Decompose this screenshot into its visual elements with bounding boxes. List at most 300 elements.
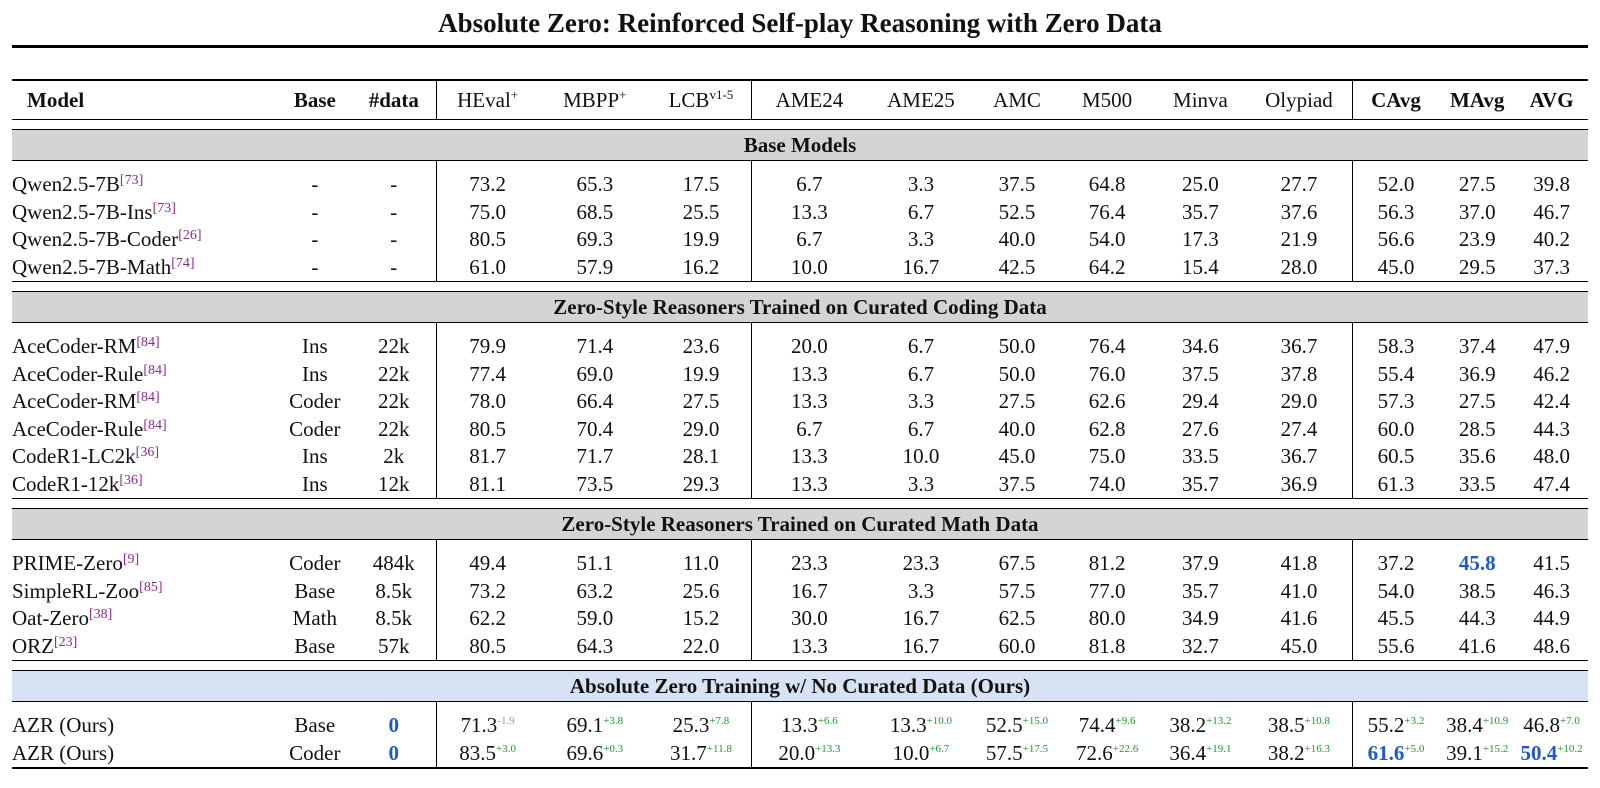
score-value: 29.5 bbox=[1458, 254, 1496, 279]
value-cell bbox=[538, 578, 651, 606]
value-cell bbox=[1155, 578, 1246, 606]
value-cell bbox=[975, 361, 1060, 389]
data-size-value: 22k bbox=[378, 334, 410, 359]
value-cell bbox=[867, 578, 974, 606]
score-value: 45.5 bbox=[1377, 606, 1415, 631]
score-value: 13.3 bbox=[791, 199, 828, 224]
value-cell bbox=[751, 740, 867, 769]
score-value: 13.3 bbox=[781, 713, 818, 738]
value-cell bbox=[975, 171, 1060, 199]
data-size-cell bbox=[352, 333, 437, 361]
score-value: 32.7 bbox=[1182, 633, 1219, 658]
gap-cell bbox=[1059, 161, 1155, 172]
data-size-value: - bbox=[390, 254, 398, 279]
spacer-cell bbox=[12, 661, 1588, 671]
score-value: 81.1 bbox=[469, 471, 506, 496]
data-size-cell bbox=[352, 605, 437, 633]
table-row bbox=[12, 171, 1588, 199]
value-cell bbox=[975, 550, 1060, 578]
gap-cell bbox=[1352, 323, 1439, 334]
score-value: 41.6 bbox=[1280, 606, 1318, 631]
gap-cell bbox=[278, 161, 352, 172]
value-cell bbox=[1059, 333, 1155, 361]
citation-ref: [26] bbox=[178, 228, 202, 244]
gap-cell bbox=[538, 323, 651, 334]
data-size-cell bbox=[352, 416, 437, 444]
score-value: 27.5 bbox=[998, 389, 1036, 414]
gap-cell bbox=[1155, 540, 1246, 551]
model-name: Qwen2.5-7B-Math bbox=[12, 254, 172, 279]
value-cell bbox=[1439, 712, 1515, 740]
table-row bbox=[12, 550, 1588, 578]
value-cell bbox=[1246, 712, 1352, 740]
value-cell bbox=[436, 333, 538, 361]
score-value: 6.7 bbox=[907, 334, 935, 359]
value-cell bbox=[867, 740, 974, 769]
delta-value: +10.0 bbox=[926, 715, 953, 728]
gap-cell bbox=[278, 323, 352, 334]
value-cell bbox=[751, 416, 867, 444]
score-value: 29.4 bbox=[1182, 389, 1219, 414]
citation-ref: [9] bbox=[122, 552, 140, 568]
score-value: 55.2 bbox=[1367, 713, 1405, 738]
model-cell bbox=[12, 605, 278, 633]
value-cell bbox=[538, 712, 651, 740]
model-cell bbox=[12, 443, 278, 471]
score-value: 73.2 bbox=[469, 578, 506, 603]
score-value: 78.0 bbox=[469, 389, 506, 414]
score-value: 61.6 bbox=[1367, 740, 1405, 765]
value-cell bbox=[1439, 740, 1515, 769]
gap-cell bbox=[867, 161, 974, 172]
citation-ref: [38] bbox=[88, 607, 113, 623]
score-value: 60.0 bbox=[998, 633, 1036, 658]
value-cell bbox=[538, 633, 651, 661]
score-value: 25.3 bbox=[672, 713, 710, 738]
score-value: 73.5 bbox=[576, 471, 614, 496]
value-cell bbox=[1439, 443, 1515, 471]
header-row bbox=[12, 80, 1588, 120]
base-cell: - bbox=[311, 227, 319, 252]
value-cell bbox=[1515, 712, 1588, 740]
score-value: 40.2 bbox=[1533, 227, 1570, 252]
delta-value: +7.8 bbox=[709, 715, 730, 728]
value-cell bbox=[975, 254, 1060, 282]
gap-cell bbox=[651, 323, 751, 334]
score-value: 3.3 bbox=[907, 389, 935, 414]
spacer-row bbox=[12, 661, 1588, 671]
citation-ref: [36] bbox=[119, 472, 143, 488]
score-value: 38.4 bbox=[1446, 713, 1483, 738]
value-cell bbox=[436, 740, 538, 769]
col-header-heval: HEval+ bbox=[436, 80, 538, 120]
score-value: 46.7 bbox=[1533, 199, 1570, 224]
delta-value: +3.8 bbox=[603, 715, 624, 728]
score-value: 72.6 bbox=[1075, 740, 1113, 765]
score-value: 25.0 bbox=[1182, 172, 1219, 197]
col-header-ame25: AME25 bbox=[867, 80, 974, 120]
gap-cell bbox=[12, 540, 278, 551]
value-cell bbox=[1059, 550, 1155, 578]
value-cell bbox=[1059, 199, 1155, 227]
col-header-mavg: MAvg bbox=[1439, 80, 1515, 120]
section-header-row bbox=[12, 130, 1588, 161]
gap-cell bbox=[751, 161, 867, 172]
gap-cell bbox=[975, 161, 1060, 172]
score-value: 69.0 bbox=[576, 361, 614, 386]
score-value: 67.5 bbox=[998, 551, 1036, 576]
score-value: 6.7 bbox=[907, 199, 935, 224]
score-value: 37.3 bbox=[1533, 254, 1570, 279]
score-value: 29.3 bbox=[682, 471, 720, 496]
data-size-cell bbox=[352, 254, 437, 282]
delta-value: +10.9 bbox=[1482, 715, 1509, 728]
score-value: 37.5 bbox=[998, 471, 1036, 496]
spacer-row bbox=[12, 120, 1588, 130]
score-value: 37.5 bbox=[1182, 361, 1219, 386]
gap-cell bbox=[352, 323, 437, 334]
score-value: 46.2 bbox=[1533, 361, 1570, 386]
value-cell bbox=[1352, 416, 1439, 444]
data-size-cell bbox=[352, 740, 437, 769]
score-value: 77.0 bbox=[1088, 578, 1126, 603]
value-cell bbox=[975, 199, 1060, 227]
value-cell bbox=[867, 171, 974, 199]
value-cell bbox=[436, 550, 538, 578]
data-size-cell bbox=[352, 226, 437, 254]
model-name: Qwen2.5-7B-Coder bbox=[12, 227, 179, 252]
citation-ref: [84] bbox=[136, 335, 160, 351]
score-value: 52.5 bbox=[985, 713, 1023, 738]
value-cell bbox=[1155, 171, 1246, 199]
score-value: 57.9 bbox=[576, 254, 614, 279]
value-cell bbox=[1059, 740, 1155, 769]
score-value: 27.5 bbox=[682, 389, 720, 414]
value-cell bbox=[1155, 740, 1246, 769]
value-cell bbox=[1246, 388, 1352, 416]
score-value: 48.0 bbox=[1533, 444, 1570, 469]
gap-row bbox=[12, 161, 1588, 172]
value-cell bbox=[651, 226, 751, 254]
col-header-base: Base bbox=[278, 80, 352, 120]
value-cell bbox=[1155, 712, 1246, 740]
score-value: 23.9 bbox=[1458, 227, 1496, 252]
score-value: 40.0 bbox=[998, 227, 1036, 252]
score-value: 39.8 bbox=[1533, 172, 1570, 197]
score-value: 42.4 bbox=[1533, 389, 1570, 414]
score-value: 38.5 bbox=[1458, 578, 1496, 603]
score-value: 27.7 bbox=[1280, 172, 1318, 197]
value-cell bbox=[651, 254, 751, 282]
score-value: 66.4 bbox=[576, 389, 614, 414]
score-value: 50.0 bbox=[998, 361, 1036, 386]
value-cell bbox=[651, 471, 751, 499]
value-cell bbox=[538, 254, 651, 282]
value-cell bbox=[1246, 471, 1352, 499]
value-cell bbox=[1155, 254, 1246, 282]
value-cell bbox=[436, 443, 538, 471]
score-value: 33.5 bbox=[1458, 471, 1496, 496]
col-header-olypiad: Olypiad bbox=[1246, 80, 1352, 120]
score-value: 61.0 bbox=[469, 254, 506, 279]
delta-value: +9.6 bbox=[1115, 715, 1136, 728]
gap-cell bbox=[975, 702, 1060, 713]
value-cell bbox=[538, 605, 651, 633]
score-value: 71.3 bbox=[460, 713, 498, 738]
col-header-m500: M500 bbox=[1059, 80, 1155, 120]
citation-ref: [84] bbox=[143, 417, 167, 433]
delta-value: +10.2 bbox=[1557, 742, 1583, 755]
gap-cell bbox=[1246, 702, 1352, 713]
value-cell bbox=[975, 416, 1060, 444]
score-value: 23.6 bbox=[682, 334, 720, 359]
value-cell bbox=[538, 333, 651, 361]
score-value: 49.4 bbox=[469, 551, 506, 576]
gap-cell bbox=[1246, 323, 1352, 334]
gap-cell bbox=[867, 540, 974, 551]
model-name: CodeR1-LC2k bbox=[12, 444, 136, 469]
delta-value: +3.0 bbox=[496, 742, 516, 755]
value-cell bbox=[751, 171, 867, 199]
value-cell bbox=[1246, 226, 1352, 254]
score-value: 13.3 bbox=[791, 361, 828, 386]
score-value: 19.9 bbox=[682, 361, 720, 386]
value-cell bbox=[1155, 226, 1246, 254]
score-value: 27.4 bbox=[1280, 416, 1318, 441]
score-value: 40.0 bbox=[998, 416, 1036, 441]
value-cell bbox=[1155, 443, 1246, 471]
value-cell bbox=[1352, 199, 1439, 227]
score-value: 10.0 bbox=[791, 254, 828, 279]
value-cell bbox=[436, 171, 538, 199]
delta-value: -1.9 bbox=[497, 715, 515, 728]
model-cell bbox=[12, 226, 278, 254]
score-value: 17.5 bbox=[682, 172, 720, 197]
data-size-value: 2k bbox=[383, 444, 405, 469]
score-value: 37.9 bbox=[1182, 551, 1219, 576]
base-cell: Ins bbox=[278, 471, 352, 499]
score-value: 81.2 bbox=[1088, 551, 1126, 576]
score-value: 36.9 bbox=[1458, 361, 1496, 386]
value-cell bbox=[975, 740, 1060, 769]
gap-cell bbox=[1155, 702, 1246, 713]
data-size-value: - bbox=[390, 227, 398, 252]
score-value: 37.4 bbox=[1458, 334, 1496, 359]
score-value: 35.7 bbox=[1182, 199, 1219, 224]
data-size-value: 484k bbox=[372, 551, 415, 576]
value-cell bbox=[1515, 471, 1588, 499]
citation-ref: [74] bbox=[171, 255, 195, 271]
data-size-cell bbox=[352, 361, 437, 389]
score-value: 35.7 bbox=[1182, 578, 1219, 603]
score-value: 74.4 bbox=[1078, 713, 1116, 738]
spacer-cell bbox=[12, 120, 1588, 130]
score-value: 34.9 bbox=[1182, 606, 1219, 631]
score-value: 17.3 bbox=[1182, 227, 1219, 252]
score-value: 3.3 bbox=[907, 227, 935, 252]
value-cell bbox=[1246, 550, 1352, 578]
score-value: 81.7 bbox=[469, 444, 506, 469]
score-value: 46.8 bbox=[1523, 713, 1560, 738]
value-cell bbox=[1515, 199, 1588, 227]
value-cell bbox=[538, 443, 651, 471]
value-cell bbox=[975, 633, 1060, 661]
value-cell bbox=[436, 388, 538, 416]
score-value: 38.2 bbox=[1267, 740, 1305, 765]
value-cell bbox=[1246, 578, 1352, 606]
score-value: 51.1 bbox=[576, 551, 614, 576]
gap-cell bbox=[651, 161, 751, 172]
value-cell bbox=[751, 605, 867, 633]
value-cell bbox=[1439, 471, 1515, 499]
score-value: 61.3 bbox=[1377, 471, 1415, 496]
score-value: 62.5 bbox=[998, 606, 1036, 631]
gap-cell bbox=[278, 702, 352, 713]
score-value: 11.0 bbox=[682, 551, 719, 576]
value-cell bbox=[1439, 199, 1515, 227]
value-cell bbox=[1246, 416, 1352, 444]
score-value: 37.8 bbox=[1280, 361, 1318, 386]
gap-cell bbox=[12, 702, 278, 713]
value-cell bbox=[538, 471, 651, 499]
base-cell: Coder bbox=[289, 551, 341, 576]
value-cell bbox=[436, 226, 538, 254]
gap-cell bbox=[1439, 323, 1515, 334]
score-value: 47.4 bbox=[1533, 471, 1570, 496]
section-title: Absolute Zero Training w/ No Curated Data (Ours) bbox=[12, 671, 1588, 702]
gap-cell bbox=[538, 540, 651, 551]
value-cell bbox=[867, 199, 974, 227]
value-cell bbox=[651, 388, 751, 416]
model-cell bbox=[12, 416, 278, 444]
score-value: 64.8 bbox=[1088, 172, 1126, 197]
value-cell bbox=[1059, 254, 1155, 282]
score-value: 15.2 bbox=[682, 606, 720, 631]
citation-ref: [36] bbox=[135, 445, 159, 461]
score-value: 3.3 bbox=[907, 578, 935, 603]
value-cell bbox=[651, 633, 751, 661]
value-cell bbox=[651, 199, 751, 227]
score-value: 36.7 bbox=[1280, 334, 1318, 359]
model-cell bbox=[12, 471, 278, 499]
value-cell bbox=[1059, 633, 1155, 661]
table-row bbox=[12, 226, 1588, 254]
gap-cell bbox=[1439, 161, 1515, 172]
score-value: 57.5 bbox=[985, 740, 1023, 765]
score-value: 64.2 bbox=[1088, 254, 1126, 279]
col-header-avg: AVG bbox=[1515, 80, 1588, 120]
delta-value: +16.3 bbox=[1304, 742, 1331, 755]
value-cell bbox=[1246, 740, 1352, 769]
col-header-amc: AMC bbox=[975, 80, 1060, 120]
value-cell bbox=[1439, 361, 1515, 389]
score-value: 45.8 bbox=[1458, 551, 1496, 576]
value-cell bbox=[651, 333, 751, 361]
value-cell bbox=[975, 578, 1060, 606]
gap-cell bbox=[751, 540, 867, 551]
base-cell: Base bbox=[278, 633, 352, 661]
score-value: 29.0 bbox=[682, 416, 720, 441]
score-value: 75.0 bbox=[469, 199, 506, 224]
base-cell: - bbox=[278, 254, 352, 282]
lcb-sup: v1-5 bbox=[709, 86, 734, 102]
value-cell bbox=[1352, 633, 1439, 661]
score-value: 80.0 bbox=[1088, 606, 1126, 631]
value-cell bbox=[651, 443, 751, 471]
gap-cell bbox=[1439, 540, 1515, 551]
value-cell bbox=[538, 416, 651, 444]
base-cell: Coder bbox=[289, 416, 341, 441]
value-cell bbox=[1155, 471, 1246, 499]
score-value: 62.8 bbox=[1088, 416, 1126, 441]
gap-row bbox=[12, 702, 1588, 713]
score-value: 63.2 bbox=[576, 578, 614, 603]
base-cell: - bbox=[311, 199, 319, 224]
value-cell bbox=[975, 712, 1060, 740]
value-cell bbox=[1352, 740, 1439, 769]
value-cell bbox=[1246, 171, 1352, 199]
base-cell: Math bbox=[292, 606, 337, 631]
model-cell bbox=[12, 254, 278, 282]
score-value: 73.2 bbox=[469, 172, 506, 197]
score-value: 62.6 bbox=[1088, 389, 1126, 414]
base-cell: Base bbox=[294, 578, 336, 603]
score-value: 48.6 bbox=[1533, 633, 1570, 658]
score-value: 50.4 bbox=[1520, 740, 1558, 765]
value-cell bbox=[1059, 226, 1155, 254]
value-cell bbox=[1515, 578, 1588, 606]
model-cell bbox=[12, 333, 278, 361]
score-value: 56.3 bbox=[1377, 199, 1415, 224]
value-cell bbox=[1059, 605, 1155, 633]
score-value: 16.7 bbox=[902, 606, 940, 631]
score-value: 30.0 bbox=[791, 606, 828, 631]
value-cell bbox=[1059, 471, 1155, 499]
score-value: 54.0 bbox=[1088, 227, 1126, 252]
value-cell bbox=[975, 471, 1060, 499]
score-value: 3.3 bbox=[907, 471, 935, 496]
score-value: 62.2 bbox=[469, 606, 506, 631]
data-size-cell bbox=[352, 578, 437, 606]
score-value: 80.5 bbox=[469, 227, 506, 252]
value-cell bbox=[651, 416, 751, 444]
table-row bbox=[12, 740, 1588, 769]
value-cell bbox=[867, 712, 974, 740]
score-value: 59.0 bbox=[576, 606, 614, 631]
score-value: 42.5 bbox=[998, 254, 1036, 279]
data-size-value: - bbox=[390, 172, 398, 197]
data-size-value: 8.5k bbox=[375, 606, 413, 631]
score-value: 70.4 bbox=[576, 416, 614, 441]
value-cell bbox=[1059, 171, 1155, 199]
score-value: 16.7 bbox=[902, 633, 940, 658]
table-body bbox=[12, 120, 1588, 769]
score-value: 6.7 bbox=[796, 172, 823, 197]
gap-cell bbox=[1155, 323, 1246, 334]
score-value: 75.0 bbox=[1088, 444, 1126, 469]
col-header-data: #data bbox=[352, 80, 437, 120]
gap-row bbox=[12, 540, 1588, 551]
model-cell bbox=[12, 388, 278, 416]
value-cell bbox=[1352, 605, 1439, 633]
value-cell bbox=[867, 443, 974, 471]
value-cell bbox=[1352, 471, 1439, 499]
value-cell bbox=[1352, 254, 1439, 282]
value-cell bbox=[1515, 443, 1588, 471]
value-cell bbox=[975, 333, 1060, 361]
table-row bbox=[12, 471, 1588, 499]
value-cell bbox=[538, 740, 651, 769]
